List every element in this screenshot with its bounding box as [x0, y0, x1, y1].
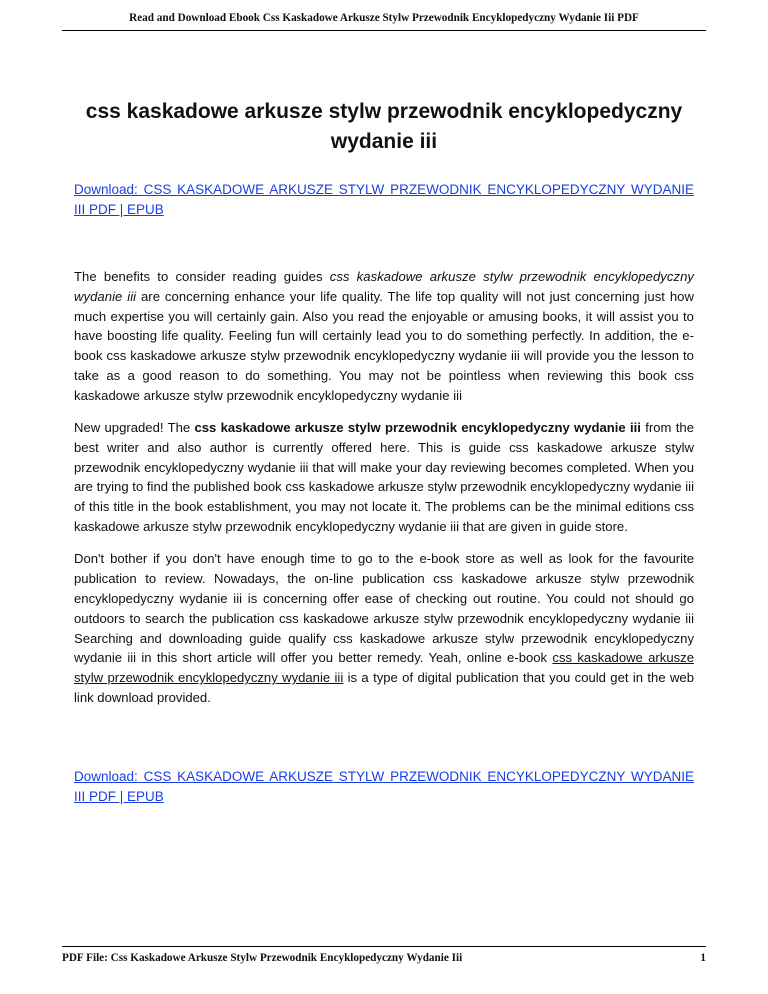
paragraph-2	[74, 418, 694, 537]
paragraph-3-rest: is a type of digital publication that you could get in the web link download provided.	[74, 670, 695, 705]
paragraph-1-start: The benefits to consider reading guides	[74, 269, 330, 284]
footer-text: PDF File: Css Kaskadowe Arkusze Stylw Przewodnik Encyklopedyczny Wydanie Iii	[62, 952, 463, 964]
paragraph-1	[74, 267, 694, 406]
paragraph-2-start: New upgraded! The	[74, 420, 195, 436]
paragraph-3	[74, 549, 694, 707]
header-title: Read and Download Ebook Css Kaskadowe Arkusze Stylw Przewodnik Encyklopedyczny Wydanie Iii PDF	[129, 12, 639, 24]
download-link-bottom[interactable]: Download: CSS KASKADOWE ARKUSZE STYLW PRZEWODNIK ENCYKLOPEDYCZNY WYDANIE III PDF | EPUB	[74, 769, 694, 804]
document-title: css kaskadowe arkusze stylw przewodnik encyklopedyczny wydanie iii	[85, 100, 683, 153]
page-header	[62, 8, 706, 31]
download-link-top[interactable]: Download: CSS KASKADOWE ARKUSZE STYLW PRZEWODNIK ENCYKLOPEDYCZNY WYDANIE III PDF | EPUB	[74, 182, 694, 217]
article-body	[74, 267, 694, 720]
page-number: 1	[700, 952, 706, 964]
paragraph-2-book-title: css kaskadowe arkusze stylw przewodnik encyklopedyczny wydanie iii	[194, 420, 641, 436]
paragraph-3-start: Don't bother if you don't have enough time to go to the e-book store as well as look for the favourite publication to review. Nowadays, the on-line publication css kaskadowe arkusze stylw przewodnik encyklopedyczny wydanie iii is concerning offer ease of checking out routine. You could not should go outdoors to search the publication css kaskadowe arkusze stylw przewodnik encyklopedyczny wydanie iii Searching and downloading guide qualify css kaskadowe arkusze stylw przewodnik encyklopedyczny wydanie iii in this short article will offer you better remedy. Yeah, online e-book	[74, 551, 694, 666]
page-footer	[62, 946, 706, 969]
paragraph-1-book-title: css kaskadowe arkusze stylw przewodnik encyklopedyczny wydanie iii	[74, 269, 694, 304]
paragraph-3-book-link[interactable]: css kaskadowe arkusze stylw przewodnik encyklopedyczny wydanie iii	[74, 650, 694, 686]
paragraph-2-rest: from the best writer and also author is currently offered here. This is guide css kaskadowe arkusze stylw przewodnik encyklopedyczny wydanie iii that will make your day reviewing becomes completed. When you are trying to find the published book css kaskadowe arkusze stylw przewodnik encyklopedyczny wydanie iii of this title in the book establishment, you may not locate it. The problems can be the minimal editions css kaskadowe arkusze stylw przewodnik encyklopedyczny wydanie iii that are given in guide store.	[74, 420, 694, 535]
paragraph-1-rest: are concerning enhance your life quality. The life top quality will not just concerning just how much expertise you will certainly gain. Also you read the enjoyable or amusing books, it will assist you to have boosting life quality. Feeling fun will certainly lead you to do something perfectly. In addition, the e-book css kaskadowe arkusze stylw przewodnik encyklopedyczny wydanie iii will provide you the lesson to take as a good reason to do something. You may not be pointless when reviewing this book css kaskadowe arkusze stylw przewodnik encyklopedyczny wydanie iii	[74, 288, 694, 403]
